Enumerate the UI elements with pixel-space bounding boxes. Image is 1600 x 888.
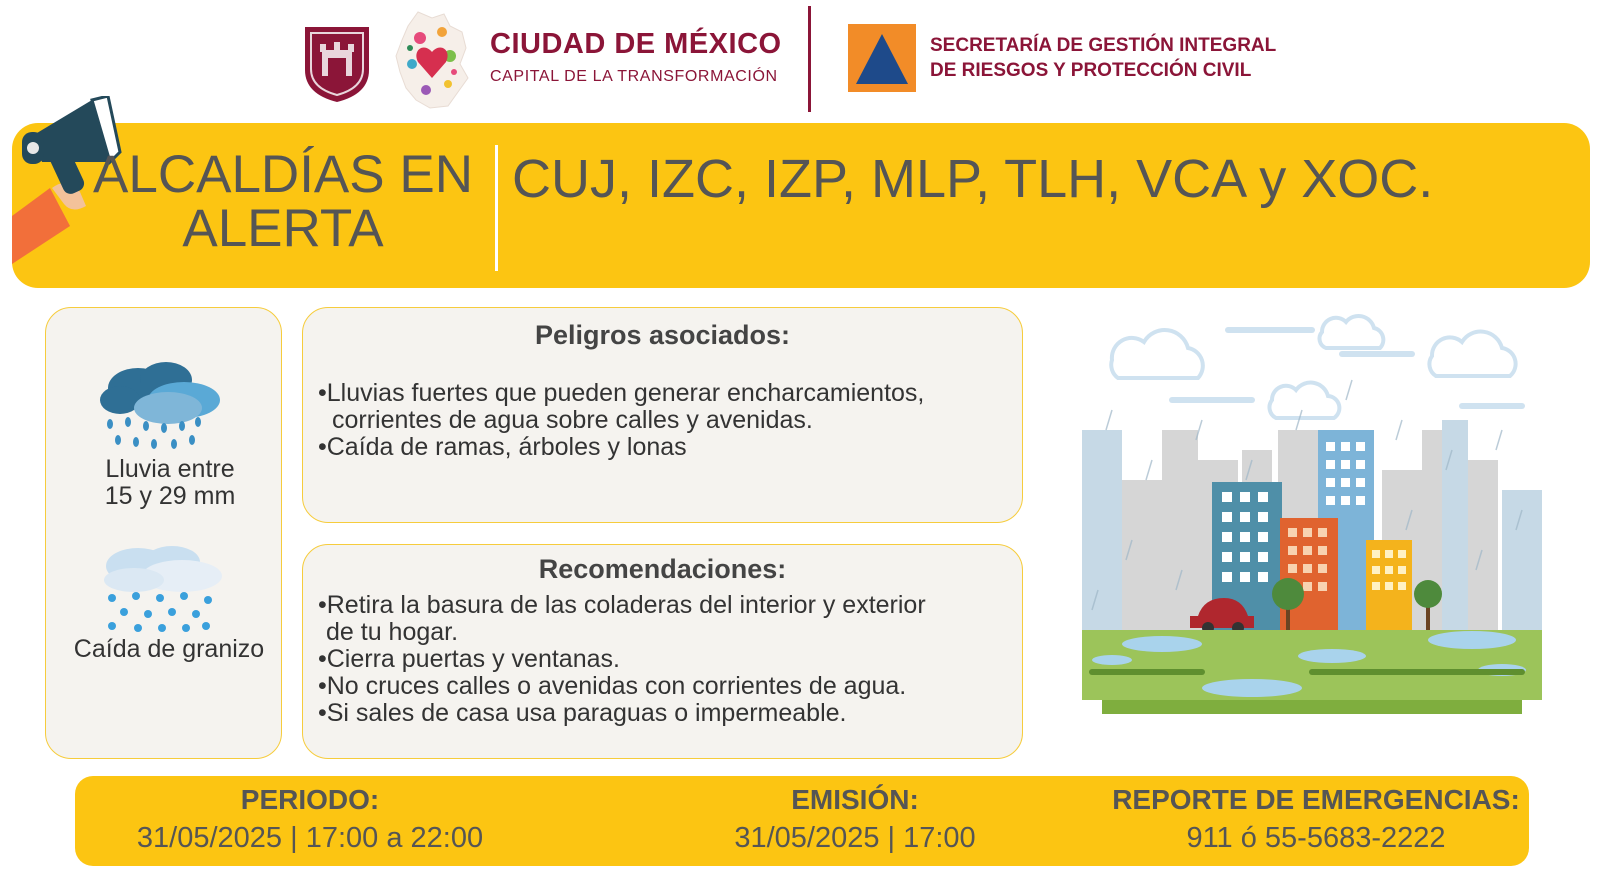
emergency-label: REPORTE DE EMERGENCIAS: — [1112, 784, 1520, 815]
cdmx-shield-icon — [302, 24, 372, 104]
alert-label-line1: ALCALDÍAS EN — [93, 145, 473, 204]
agency-name-line1: SECRETARÍA DE GESTIÓN INTEGRAL — [930, 35, 1277, 56]
emergency-phone: 911 ó 55-5683-2222 — [1186, 822, 1446, 854]
list-item: •Cierra puertas y ventanas. — [318, 645, 620, 673]
alert-label-line2: ALERTA — [182, 199, 384, 258]
rainy-city-illustration — [1082, 310, 1550, 750]
list-item: •Caída de ramas, árboles y lonas — [318, 433, 687, 461]
list-item: •Si sales de casa usa paraguas o impermeable. — [318, 699, 847, 727]
agency-name-line2: DE RIESGOS Y PROTECCIÓN CIVIL — [930, 60, 1252, 81]
rain-label-line2: 15 y 29 mm — [104, 482, 236, 510]
hazards-title: Peligros asociados: — [534, 320, 791, 350]
period-label: PERIODO: — [240, 784, 380, 815]
rain-cloud-icon — [98, 358, 228, 454]
list-item: corrientes de agua sobre calles y avenidas. — [332, 406, 813, 434]
list-item: de tu hogar. — [326, 618, 459, 646]
list-item: •Retira la basura de las coladeras del interior y exterior — [318, 591, 926, 619]
rain-label — [60, 456, 280, 510]
alert-municipalities: CUJ, IZC, IZP, MLP, TLH, VCA y XOC. — [512, 149, 1434, 209]
hazards-list — [318, 380, 924, 461]
recommendations-title: Recomendaciones: — [538, 554, 787, 584]
hail-label: Caída de granizo — [73, 635, 265, 663]
rain-label-line1: Lluvia entre — [105, 455, 235, 483]
recommendations-list — [318, 592, 926, 727]
banner-separator — [495, 145, 498, 271]
period-value: 31/05/2025 | 17:00 a 22:00 — [136, 822, 484, 854]
hail-cloud-icon — [98, 540, 228, 632]
cdmx-subtitle: CAPITAL DE LA TRANSFORMACIÓN — [490, 68, 778, 85]
list-item: •No cruces calles o avenidas con corrientes de agua. — [318, 672, 907, 700]
cdmx-heart-logo-icon — [392, 8, 472, 110]
cdmx-title: CIUDAD DE MÉXICO — [490, 28, 782, 60]
emission-label: EMISIÓN: — [791, 784, 919, 815]
header-divider — [808, 6, 811, 112]
protection-civil-icon — [848, 24, 916, 92]
emission-value: 31/05/2025 | 17:00 — [734, 822, 976, 854]
list-item: •Lluvias fuertes que pueden generar encharcamientos, — [318, 379, 925, 407]
alert-label — [88, 145, 478, 258]
